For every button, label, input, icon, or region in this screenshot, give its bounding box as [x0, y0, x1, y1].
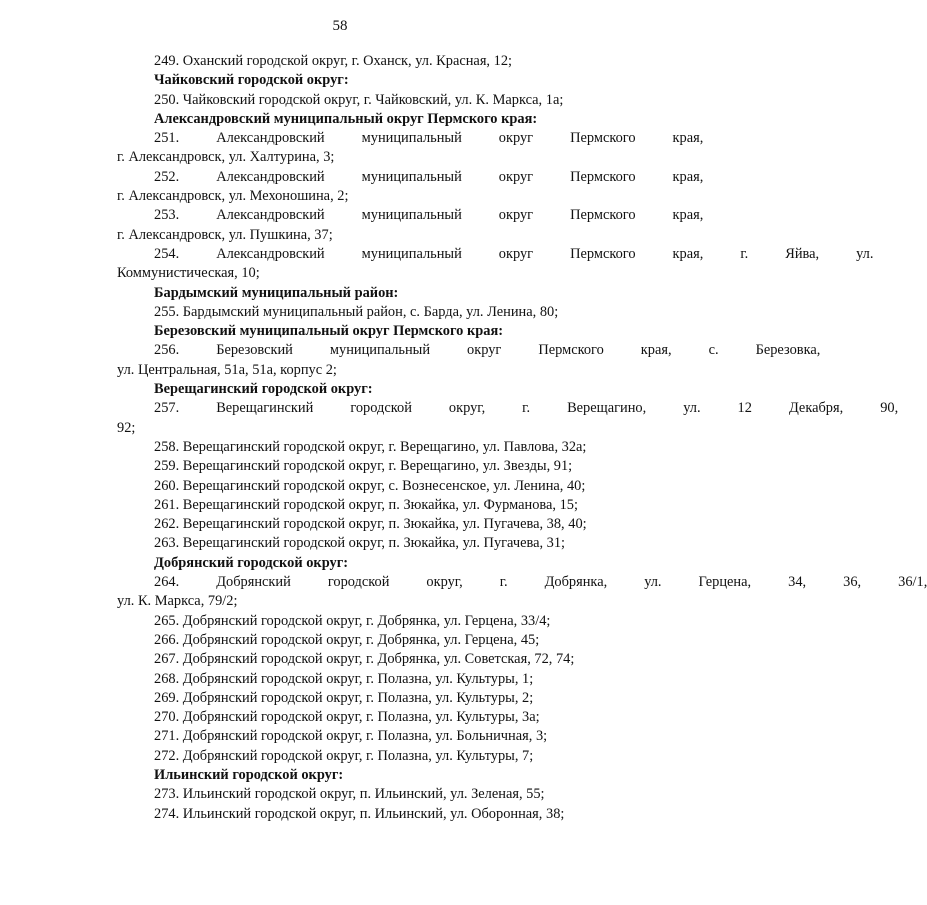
section-heading [80, 766, 600, 785]
word: округ [467, 342, 502, 359]
word: 12 [737, 400, 752, 417]
word: 251. [154, 130, 180, 147]
list-item [80, 747, 600, 766]
entry-line: 271. Добрянский городской округ, г. Полазна, ул. Больничная, 3; [154, 728, 548, 745]
entry-line: Верещагинский городской округ: [154, 381, 373, 398]
word: округ, [426, 574, 463, 591]
word: 256. [154, 342, 180, 359]
word: муниципальный [361, 245, 462, 262]
list-item [80, 245, 874, 284]
entry-line: Березовский муниципальный округ Пермского края: [154, 323, 504, 340]
entry-line: 274. Ильинский городской округ, п. Ильинский, ул. Оборонная, 38; [154, 805, 565, 822]
entry-list [80, 52, 927, 824]
word: Герцена, [698, 574, 752, 591]
entry-line: ул. Центральная, 51а, 51а, корпус 2; [117, 361, 337, 378]
word: ул. [683, 400, 701, 417]
section-heading [80, 110, 600, 129]
section-heading [80, 71, 600, 90]
entry-line: 249. Оханский городской округ, г. Оханск, ул. Красная, 12; [154, 53, 513, 69]
word: 257. [154, 400, 180, 417]
word: Верещагинский [216, 400, 314, 417]
list-item [80, 650, 600, 669]
word: округ [498, 168, 534, 185]
word: 264. [154, 574, 180, 591]
word: Пермского [570, 245, 636, 262]
word: края, [672, 245, 704, 262]
list-item [80, 438, 600, 457]
list-item [80, 515, 600, 534]
entry-line [80, 129, 704, 148]
word: Пермского [570, 207, 636, 224]
list-item [80, 129, 704, 168]
entry-line: 267. Добрянский городской округ, г. Добрянка, ул. Советская, 72, 74; [154, 651, 575, 668]
list-item [80, 689, 600, 708]
entry-line: 263. Верещагинский городской округ, п. Зюкайка, ул. Пугачева, 31; [154, 535, 566, 552]
word: муниципальный [361, 168, 462, 185]
section-heading [80, 380, 600, 399]
list-item [80, 612, 600, 631]
word: муниципальный [329, 342, 431, 359]
list-item [80, 805, 600, 824]
word: Александровский [216, 130, 325, 147]
entry-line: г. Александровск, ул. Пушкина, 37; [117, 226, 333, 243]
word: Александровский [216, 245, 325, 262]
entry-line: Бардымский муниципальный район: [154, 284, 399, 301]
entry-line: 272. Добрянский городской округ, г. Полазна, ул. Культуры, 7; [154, 747, 534, 764]
entry-line: 268. Добрянский городской округ, г. Полазна, ул. Культуры, 1; [154, 670, 534, 687]
entry-line [80, 168, 704, 187]
word: г. [499, 574, 508, 591]
entry-line: 262. Верещагинский городской округ, п. Зюкайка, ул. Пугачева, 38, 40; [154, 516, 587, 533]
word: края, [672, 130, 704, 147]
list-item [80, 670, 600, 689]
entry-line: 250. Чайковский городской округ, г. Чайковский, ул. К. Маркса, 1а; [154, 91, 564, 108]
word: 36/1, [898, 574, 927, 591]
entry-line: 260. Верещагинский городской округ, с. Вознесенское, ул. Ленина, 40; [154, 477, 586, 494]
word: ул. [644, 574, 662, 591]
word: Добрянский [216, 574, 291, 591]
word: округ [498, 130, 534, 147]
entry-line: Добрянский городской округ: [154, 554, 349, 571]
entry-line [80, 573, 927, 592]
list-item [80, 727, 600, 746]
entry-line: Ильинский городской округ: [154, 766, 344, 783]
entry-line [80, 245, 874, 264]
word: с. [708, 342, 719, 359]
entry-line: 92; [117, 419, 136, 436]
entry-line: ул. К. Маркса, 79/2; [117, 593, 238, 610]
word: Яйва, [785, 245, 820, 262]
word: края, [672, 168, 704, 185]
entry-line: 259. Верещагинский городской округ, г. Верещагино, ул. Звезды, 91; [154, 458, 573, 475]
word: ул. [856, 245, 874, 262]
word: округ [498, 207, 534, 224]
word: муниципальный [361, 207, 462, 224]
word: 252. [154, 168, 180, 185]
word: 90, [880, 400, 899, 417]
entry-line: 269. Добрянский городской округ, г. Полазна, ул. Культуры, 2; [154, 689, 534, 706]
entry-line [80, 399, 899, 418]
word: 254. [154, 245, 180, 262]
list-item [80, 303, 600, 322]
word: Пермского [570, 130, 636, 147]
word: 253. [154, 207, 180, 224]
entry-line [80, 206, 704, 225]
page-number: 58 [332, 18, 348, 34]
list-item [80, 52, 600, 71]
entry-line: 261. Верещагинский городской округ, п. Зюкайка, ул. Фурманова, 15; [154, 496, 578, 513]
list-item [80, 534, 600, 553]
entry-line: Чайковский городской округ: [154, 72, 349, 89]
word: Березовка, [755, 342, 821, 359]
word: края, [640, 342, 672, 359]
section-heading [80, 554, 600, 573]
section-heading [80, 284, 600, 303]
entry-line: 265. Добрянский городской округ, г. Добрянка, ул. Герцена, 33/4; [154, 612, 551, 629]
word: края, [672, 207, 704, 224]
word: Верещагино, [567, 400, 647, 417]
word: Пермского [538, 342, 604, 359]
list-item [80, 91, 600, 110]
word: городской [350, 400, 412, 417]
word: 36, [843, 574, 862, 591]
list-item [80, 477, 600, 496]
word: Пермского [570, 168, 636, 185]
entry-line: 273. Ильинский городской округ, п. Ильинский, ул. Зеленая, 55; [154, 786, 545, 803]
word: г. [740, 245, 749, 262]
word: Декабря, [788, 400, 844, 417]
word: муниципальный [361, 130, 462, 147]
word: Александровский [216, 207, 325, 224]
list-item [80, 206, 704, 245]
word: г. [522, 400, 531, 417]
word: городской [327, 574, 390, 591]
section-heading [80, 322, 600, 341]
list-item [80, 631, 600, 650]
list-item [80, 168, 704, 207]
word: округ, [448, 400, 486, 417]
entry-line: 270. Добрянский городской округ, г. Полазна, ул. Культуры, 3а; [154, 709, 540, 726]
word: Березовский [216, 342, 293, 359]
entry-line [80, 341, 821, 360]
word: округ [498, 245, 534, 262]
list-item [80, 341, 821, 380]
entry-line: Коммунистическая, 10; [117, 265, 260, 282]
entry-line: Александровский муниципальный округ Пермского края: [154, 110, 538, 127]
list-item [80, 496, 600, 515]
entry-line: г. Александровск, ул. Мехоношина, 2; [117, 188, 349, 205]
entry-line: г. Александровск, ул. Халтурина, 3; [117, 149, 335, 166]
word: Добрянка, [544, 574, 608, 591]
entry-line: 266. Добрянский городской округ, г. Добрянка, ул. Герцена, 45; [154, 631, 540, 648]
list-item [80, 399, 899, 438]
list-item [80, 573, 927, 612]
list-item [80, 708, 600, 727]
list-item [80, 785, 600, 804]
word: 34, [788, 574, 807, 591]
list-item [80, 457, 600, 476]
word: Александровский [216, 168, 325, 185]
entry-line: 255. Бардымский муниципальный район, с. Барда, ул. Ленина, 80; [154, 303, 559, 320]
entry-line: 258. Верещагинский городской округ, г. Верещагино, ул. Павлова, 32а; [154, 438, 587, 455]
